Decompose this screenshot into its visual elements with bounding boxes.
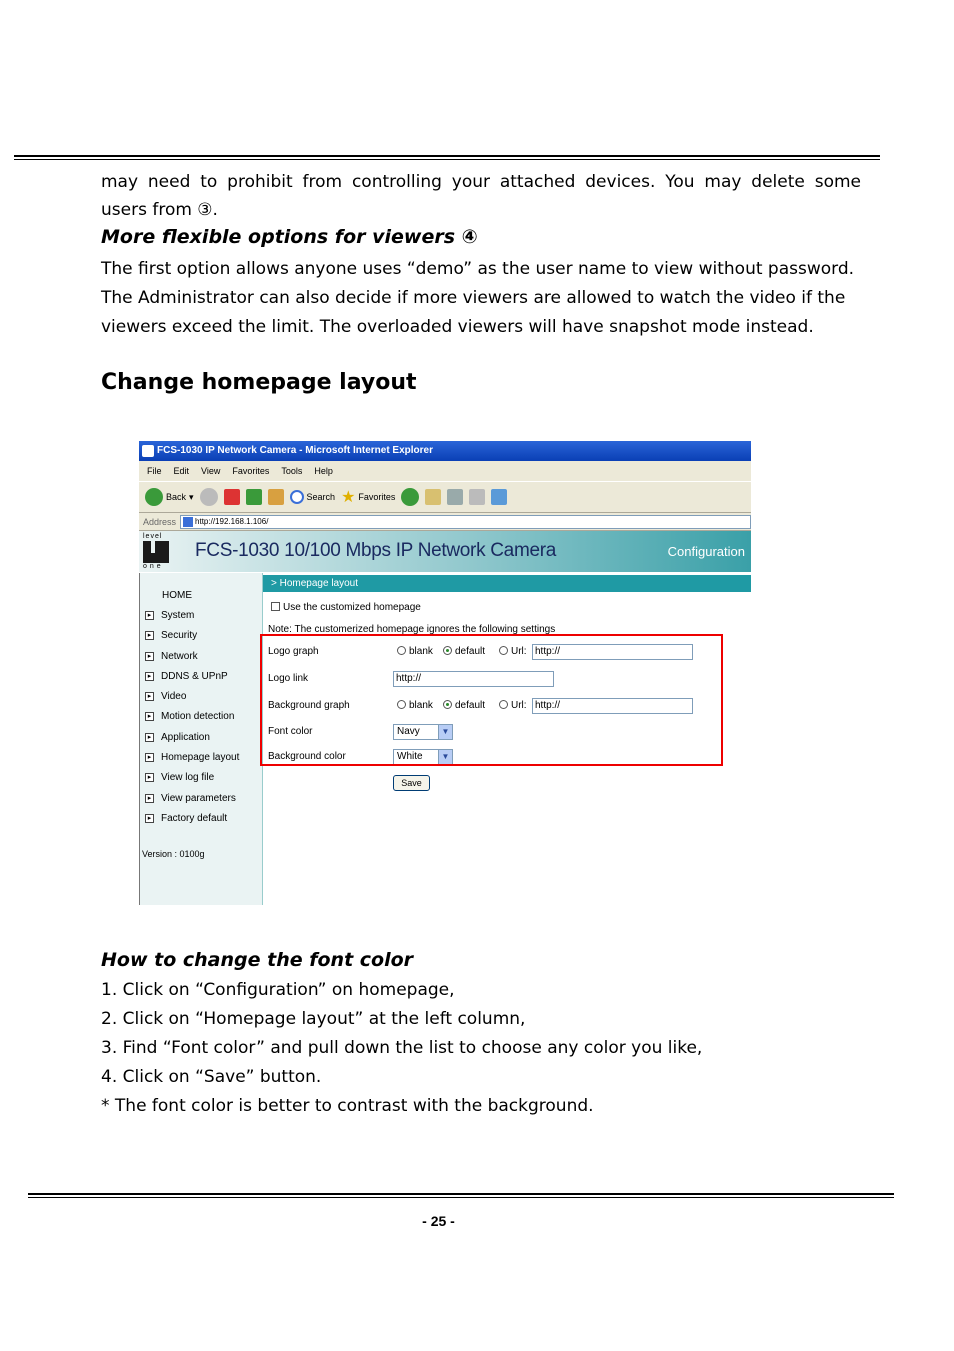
search-icon bbox=[290, 490, 304, 504]
logo-link-input[interactable]: http:// bbox=[393, 671, 554, 687]
menu-help[interactable]: Help bbox=[314, 466, 333, 476]
print-icon[interactable] bbox=[447, 489, 463, 505]
bg-graph-url-radio[interactable]: Url: bbox=[499, 700, 527, 711]
nav-factory-default[interactable]: ▸ Factory default bbox=[145, 813, 227, 824]
menu-edit[interactable]: Edit bbox=[173, 466, 190, 476]
flex-body-2: The Administrator can also decide if more viewers are allowed to watch the video if the bbox=[101, 288, 846, 308]
bg-graph-default-radio[interactable]: default bbox=[443, 700, 485, 711]
forward-icon[interactable] bbox=[200, 488, 218, 506]
arrow-icon: ▸ bbox=[145, 631, 154, 640]
nav-view-parameters[interactable]: ▸ View parameters bbox=[145, 793, 236, 804]
camera-header bbox=[139, 531, 751, 572]
nav-home[interactable]: HOME bbox=[162, 590, 192, 601]
logo-link-label: Logo link bbox=[268, 673, 309, 684]
nav-ddns-upnp[interactable]: ▸ DDNS & UPnP bbox=[145, 671, 228, 682]
flex-body-3: viewers exceed the limit. The overloaded viewers will have snapshot mode instead. bbox=[101, 317, 814, 337]
checkbox-icon bbox=[271, 602, 280, 611]
arrow-icon: ▸ bbox=[145, 652, 154, 661]
note-text: Note: The customerized homepage ignores the following settings bbox=[268, 624, 556, 635]
address-label: Address bbox=[143, 516, 177, 527]
bg-graph-url-input[interactable]: http:// bbox=[532, 698, 693, 714]
nav-view-log-file[interactable]: ▸ View log file bbox=[145, 772, 214, 783]
logo-graph-url-radio[interactable]: Url: bbox=[499, 646, 527, 657]
step-3: 3. Find “Font color” and pull down the list to choose any color you like, bbox=[101, 1038, 703, 1058]
page-icon bbox=[183, 517, 193, 527]
ie-window-icon bbox=[142, 445, 154, 457]
nav-motion-detection[interactable]: ▸ Motion detection bbox=[145, 711, 234, 722]
mail-icon[interactable] bbox=[425, 489, 441, 505]
page-number: - 25 - bbox=[422, 1213, 455, 1229]
menu-tools[interactable]: Tools bbox=[281, 466, 303, 476]
font-color-label: Font color bbox=[268, 726, 313, 737]
back-arrow-icon bbox=[145, 488, 163, 506]
bg-graph-label: Background graph bbox=[268, 700, 350, 711]
nav-network[interactable]: ▸ Network bbox=[145, 651, 198, 662]
intro-line-2: users from ③. bbox=[101, 200, 218, 220]
configuration-link[interactable]: Configuration bbox=[667, 544, 745, 559]
levelone-logo: level one bbox=[143, 533, 175, 570]
stop-icon[interactable] bbox=[224, 489, 240, 505]
edit-icon[interactable] bbox=[469, 489, 485, 505]
step-1: 1. Click on “Configuration” on homepage, bbox=[101, 980, 455, 1000]
nav-security[interactable]: ▸ Security bbox=[145, 630, 197, 641]
window-titlebar bbox=[139, 441, 751, 461]
step-4: 4. Click on “Save” button. bbox=[101, 1067, 322, 1087]
arrow-icon: ▸ bbox=[145, 733, 154, 742]
menu-view[interactable]: View bbox=[201, 466, 221, 476]
arrow-icon: ▸ bbox=[145, 712, 154, 721]
intro-line-1: may need to prohibit from controlling your attached devices. You may delete some bbox=[101, 172, 861, 192]
nav-homepage-layout[interactable]: ▸ Homepage layout bbox=[145, 752, 239, 763]
logo-graph-url-input[interactable]: http:// bbox=[532, 644, 693, 660]
chevron-down-icon: ▼ bbox=[438, 725, 452, 739]
save-button[interactable]: Save bbox=[393, 775, 430, 791]
arrow-icon: ▸ bbox=[145, 692, 154, 701]
nav-system[interactable]: ▸ System bbox=[145, 610, 194, 621]
home-icon[interactable] bbox=[268, 489, 284, 505]
top-rule bbox=[14, 155, 880, 160]
use-custom-checkbox[interactable]: Use the customized homepage bbox=[271, 602, 421, 613]
star-icon: ★ bbox=[341, 489, 356, 506]
address-bar bbox=[139, 513, 751, 531]
section-heading: Change homepage layout bbox=[101, 370, 417, 395]
highlight-box bbox=[260, 634, 723, 766]
bg-graph-blank-radio[interactable]: blank bbox=[397, 700, 433, 711]
back-button[interactable]: Back ▾ bbox=[145, 488, 194, 506]
menu-favorites[interactable]: Favorites bbox=[232, 466, 270, 476]
step-note: * The font color is better to contrast with the background. bbox=[101, 1096, 594, 1116]
browser-toolbar bbox=[139, 481, 751, 513]
arrow-icon: ▸ bbox=[145, 814, 154, 823]
nav-application[interactable]: ▸ Application bbox=[145, 732, 210, 743]
flex-heading: More flexible options for viewers ④ bbox=[101, 226, 478, 248]
howto-heading: How to change the font color bbox=[101, 949, 414, 971]
history-icon[interactable] bbox=[401, 488, 419, 506]
chevron-down-icon: ▼ bbox=[438, 750, 452, 764]
left-nav bbox=[139, 573, 263, 905]
bg-color-select[interactable]: White ▼ bbox=[393, 749, 453, 765]
menubar bbox=[139, 461, 751, 481]
bottom-rule bbox=[28, 1193, 894, 1198]
logo-graph-label: Logo graph bbox=[268, 646, 319, 657]
arrow-icon: ▸ bbox=[145, 672, 154, 681]
window-title: FCS-1030 IP Network Camera - Microsoft Internet Explorer bbox=[157, 445, 434, 456]
font-color-select[interactable]: Navy ▼ bbox=[393, 724, 453, 740]
arrow-icon: ▸ bbox=[145, 794, 154, 803]
logo-graph-default-radio[interactable]: default bbox=[443, 646, 485, 657]
menu-file[interactable]: File bbox=[147, 466, 162, 476]
address-input[interactable]: http://192.168.1.106/ bbox=[180, 515, 751, 529]
favorites-button[interactable]: ★ Favorites bbox=[341, 489, 396, 506]
step-2: 2. Click on “Homepage layout” at the left column, bbox=[101, 1009, 526, 1029]
arrow-icon: ▸ bbox=[145, 753, 154, 762]
camera-title: FCS-1030 10/100 Mbps IP Network Camera bbox=[195, 540, 557, 561]
bg-color-label: Background color bbox=[268, 751, 346, 762]
arrow-icon: ▸ bbox=[145, 611, 154, 620]
refresh-icon[interactable] bbox=[246, 489, 262, 505]
nav-video[interactable]: ▸ Video bbox=[145, 691, 186, 702]
search-button[interactable]: Search bbox=[290, 490, 336, 504]
flex-body-1: The first option allows anyone uses “demo” as the user name to view without password. bbox=[101, 259, 855, 279]
logo-graph-blank-radio[interactable]: blank bbox=[397, 646, 433, 657]
arrow-icon: ▸ bbox=[145, 773, 154, 782]
version-text: Version : 0100g bbox=[142, 849, 205, 859]
section-title-bar: > Homepage layout bbox=[263, 575, 751, 592]
messenger-icon[interactable] bbox=[491, 489, 507, 505]
